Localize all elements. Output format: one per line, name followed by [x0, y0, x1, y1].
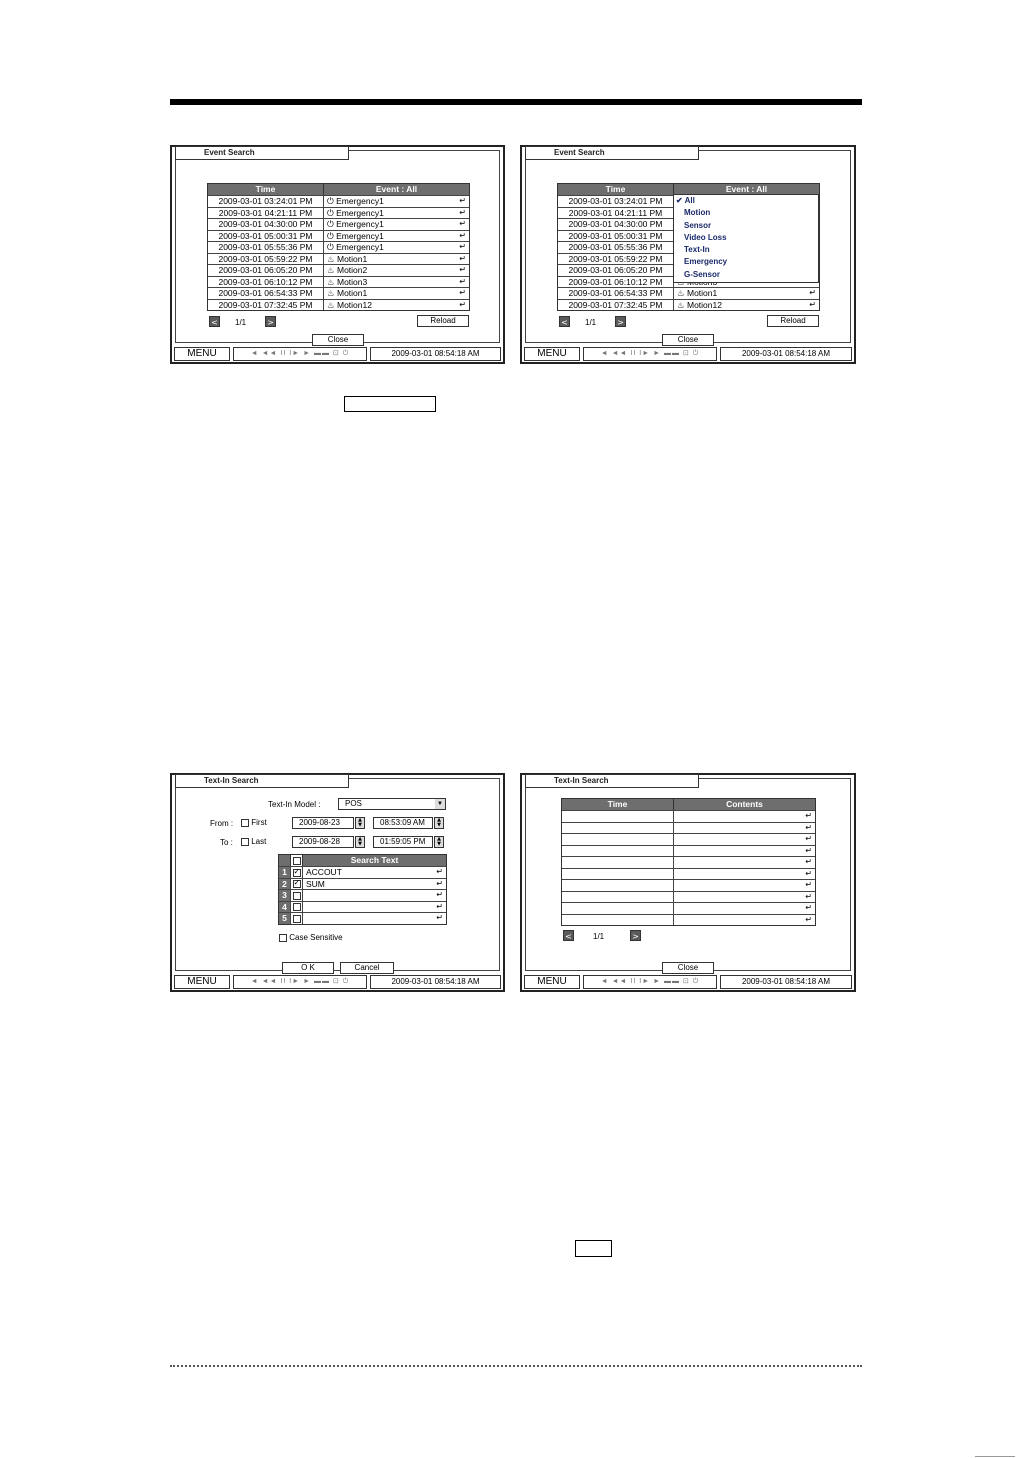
row-contents: [674, 857, 815, 868]
number-column-header: [279, 855, 291, 866]
row-number: 4: [279, 902, 291, 913]
row-event-name: Motion1: [337, 253, 368, 264]
dropdown-option[interactable]: [674, 244, 818, 256]
to-label: To :: [220, 838, 233, 847]
table-row[interactable]: [208, 230, 469, 242]
textin-search-screen-1: [170, 773, 505, 992]
row-time: [562, 903, 674, 914]
dropdown-option-label: Sensor: [684, 220, 712, 230]
enter-icon[interactable]: ↵: [805, 811, 812, 820]
search-text-value: SUM: [306, 878, 325, 889]
window-title: Event Search: [525, 146, 699, 160]
row-time: 2009-03-01 06:10:12 PM: [558, 277, 674, 288]
event-column-header[interactable]: Event : All: [375, 184, 418, 194]
select-all-cell[interactable]: [291, 855, 303, 866]
row-time: 2009-03-01 07:32:45 PM: [208, 300, 324, 311]
event-search-screen-1: [170, 145, 505, 364]
status-bar: [174, 347, 501, 361]
row-time: 2009-03-01 07:32:45 PM: [558, 300, 674, 311]
time-column-header: Time: [208, 184, 324, 195]
next-page-button[interactable]: >: [615, 316, 626, 327]
dropdown-option[interactable]: [674, 195, 818, 207]
enter-icon[interactable]: ↵: [809, 299, 816, 309]
emergency-icon: ⏻: [327, 242, 334, 252]
row-time: 2009-03-01 04:21:11 PM: [558, 208, 674, 219]
table-row[interactable]: [208, 287, 469, 299]
table-row[interactable]: [558, 287, 819, 299]
enter-icon[interactable]: ↵: [436, 901, 443, 911]
enter-icon[interactable]: ↵: [805, 834, 812, 843]
textin-search-screen-2: [520, 773, 856, 992]
enter-icon[interactable]: ↵: [459, 219, 466, 228]
row-contents: [674, 823, 815, 834]
emergency-icon: ⏻: [327, 196, 334, 206]
page-indicator: 1/1: [585, 318, 597, 327]
close-button[interactable]: Close: [662, 334, 714, 346]
enter-icon[interactable]: ↵: [805, 880, 812, 889]
dropdown-option[interactable]: [674, 269, 818, 281]
row-event: [324, 288, 469, 299]
row-time: [562, 846, 674, 857]
row-time: 2009-03-01 06:05:20 PM: [208, 265, 324, 276]
contents-column-header: Contents: [726, 799, 763, 809]
row-event-name: Motion2: [337, 265, 368, 275]
event-search-screen-2: [520, 145, 856, 364]
chevron-down-icon: ▼: [435, 799, 445, 809]
row-contents: [674, 880, 815, 891]
select-all-checkbox[interactable]: [293, 857, 301, 865]
row-time: 2009-03-01 05:55:36 PM: [208, 242, 324, 253]
search-text-row[interactable]: [279, 889, 446, 901]
dropdown-option[interactable]: [674, 220, 818, 232]
search-text-cell[interactable]: [303, 913, 446, 924]
dropdown-option[interactable]: [674, 207, 818, 219]
playback-controls[interactable]: ◄ ◄◄ II I► ► ▬▬ ⊡ ⏻: [583, 975, 717, 989]
emergency-icon: ⏻: [327, 230, 334, 241]
case-sensitive-label: Case Sensitive: [289, 933, 343, 942]
enter-icon[interactable]: ↵: [805, 903, 812, 912]
window-title: Event Search: [175, 146, 349, 160]
row-number: 2: [279, 879, 291, 890]
last-option[interactable]: [241, 837, 266, 846]
row-time: [562, 857, 674, 868]
motion-icon: ♨: [677, 299, 685, 310]
window-title: Text-In Search: [525, 774, 699, 788]
search-text-table: [278, 854, 447, 925]
row-time: [562, 834, 674, 845]
dropdown-option-label: Emergency: [684, 257, 728, 267]
row-event: [324, 254, 469, 265]
cancel-button[interactable]: Cancel: [340, 962, 394, 974]
playback-controls[interactable]: ◄ ◄◄ II I► ► ▬▬ ⊡ ⏻: [233, 347, 367, 361]
row-contents: [674, 834, 815, 845]
table-row[interactable]: [562, 868, 815, 880]
table-row[interactable]: [208, 299, 469, 311]
table-row[interactable]: [562, 902, 815, 914]
search-text-cell[interactable]: [303, 879, 446, 890]
status-datetime: 2009-03-01 08:54:18 AM: [370, 347, 501, 361]
bottom-rule: [170, 1365, 862, 1367]
row-time: [562, 880, 674, 891]
row-time: 2009-03-01 04:21:11 PM: [208, 208, 324, 219]
search-text-column-header: Search Text: [350, 855, 399, 865]
table-row[interactable]: [562, 833, 815, 845]
enter-icon[interactable]: ↵: [436, 913, 443, 922]
row-checkbox[interactable]: [293, 880, 301, 888]
enter-icon[interactable]: ↵: [459, 230, 466, 240]
row-time: 2009-03-01 05:55:36 PM: [558, 242, 674, 253]
enter-icon[interactable]: ↵: [436, 878, 443, 888]
row-event: [324, 219, 469, 230]
prev-page-button[interactable]: <: [563, 930, 574, 941]
row-event: [324, 208, 469, 219]
enter-icon[interactable]: ↵: [459, 299, 466, 309]
row-time: [562, 915, 674, 926]
row-time: 2009-03-01 05:00:31 PM: [208, 231, 324, 242]
enter-icon[interactable]: ↵: [459, 207, 466, 217]
enter-icon[interactable]: ↵: [805, 914, 812, 924]
reload-button[interactable]: Reload: [417, 315, 469, 327]
first-checkbox[interactable]: [241, 819, 249, 827]
to-time-spinner[interactable]: ▲ ▼: [434, 836, 444, 848]
row-number: 5: [279, 913, 291, 924]
table-row[interactable]: [208, 264, 469, 276]
time-column-header: Time: [562, 799, 674, 810]
status-bar: [524, 975, 852, 989]
textin-model-value: POS: [345, 799, 362, 808]
dropdown-option[interactable]: [674, 232, 818, 244]
dropdown-option-label: Text-In: [684, 245, 710, 255]
status-bar: [524, 347, 852, 361]
row-checkbox[interactable]: [293, 869, 301, 877]
from-date-field[interactable]: 2009-08-23: [292, 817, 354, 829]
table-header: [562, 799, 815, 810]
event-column-header[interactable]: Event : All: [725, 184, 768, 194]
row-time: [562, 811, 674, 822]
next-page-button[interactable]: >: [265, 316, 276, 327]
page-indicator: 1/1: [235, 318, 247, 327]
event-filter-dropdown[interactable]: [673, 194, 819, 283]
enter-icon[interactable]: ↵: [436, 890, 443, 899]
emergency-icon: ⏻: [327, 207, 334, 218]
enter-icon[interactable]: ↵: [459, 276, 466, 286]
row-time: 2009-03-01 05:59:22 PM: [558, 254, 674, 265]
first-option[interactable]: [241, 818, 267, 827]
dropdown-option-label: Motion: [684, 208, 711, 218]
enter-icon[interactable]: ↵: [809, 288, 816, 297]
row-checkbox-cell[interactable]: [291, 913, 303, 924]
dropdown-option[interactable]: [674, 256, 818, 268]
table-row[interactable]: [562, 879, 815, 891]
next-page-button[interactable]: >: [630, 930, 641, 941]
row-event-name: Emergency1: [336, 230, 384, 241]
dropdown-option-label: All: [684, 196, 695, 205]
row-time: 2009-03-01 03:24:01 PM: [558, 196, 674, 207]
motion-icon: ♨: [327, 253, 335, 264]
row-event-name: Motion12: [687, 299, 722, 310]
table-row[interactable]: [562, 891, 815, 903]
row-number: 1: [279, 867, 291, 878]
motion-icon: ♨: [327, 288, 335, 298]
last-checkbox[interactable]: [241, 838, 249, 846]
menu-button[interactable]: MENU: [174, 347, 230, 361]
row-event: [324, 265, 469, 276]
enter-icon[interactable]: ↵: [805, 845, 812, 855]
event-table: [207, 183, 470, 311]
table-row[interactable]: [208, 207, 469, 219]
table-row[interactable]: [208, 276, 469, 288]
window-title: Text-In Search: [175, 774, 349, 788]
table-row[interactable]: [208, 218, 469, 230]
enter-icon[interactable]: ↵: [459, 253, 466, 263]
row-event-name: Motion1: [337, 288, 368, 298]
enter-icon[interactable]: ↵: [459, 242, 466, 251]
table-header: [279, 855, 446, 866]
playback-controls[interactable]: ◄ ◄◄ II I► ► ▬▬ ⊡ ⏻: [583, 347, 717, 361]
row-time: 2009-03-01 06:10:12 PM: [208, 277, 324, 288]
table-row[interactable]: [208, 253, 469, 265]
close-button[interactable]: Close: [662, 962, 714, 974]
status-datetime: 2009-03-01 08:54:18 AM: [370, 975, 501, 989]
case-sensitive-option[interactable]: [279, 933, 343, 942]
search-text-row[interactable]: [279, 866, 446, 878]
row-time: 2009-03-01 04:30:00 PM: [558, 219, 674, 230]
time-column-header: Time: [558, 184, 674, 195]
enter-icon[interactable]: ↵: [436, 867, 443, 876]
row-time: 2009-03-01 03:24:01 PM: [208, 196, 324, 207]
row-event: [674, 288, 819, 299]
search-text-cell[interactable]: [303, 902, 446, 913]
motion-icon: ♨: [677, 288, 685, 298]
row-checkbox-cell[interactable]: [291, 902, 303, 913]
enter-icon[interactable]: ↵: [805, 822, 812, 832]
row-time: 2009-03-01 06:05:20 PM: [558, 265, 674, 276]
to-date-spinner[interactable]: ▲ ▼: [355, 836, 365, 848]
enter-icon[interactable]: ↵: [459, 196, 466, 205]
row-event-name: Motion3: [337, 276, 368, 287]
case-sensitive-checkbox[interactable]: [279, 934, 287, 942]
status-datetime: 2009-03-01 08:54:18 AM: [720, 347, 852, 361]
row-event: [324, 196, 469, 207]
from-time-field[interactable]: 08:53:09 AM: [373, 817, 433, 829]
prev-page-button[interactable]: <: [209, 316, 220, 327]
table-row[interactable]: [562, 845, 815, 857]
motion-icon: ♨: [327, 276, 335, 287]
table-row[interactable]: [208, 241, 469, 253]
search-text-row[interactable]: [279, 912, 446, 924]
textin-results-table: [561, 798, 816, 926]
enter-icon[interactable]: ↵: [805, 868, 812, 878]
status-datetime: 2009-03-01 08:54:18 AM: [720, 975, 852, 989]
row-time: 2009-03-01 05:00:31 PM: [558, 231, 674, 242]
table-row[interactable]: [208, 195, 469, 207]
table-row[interactable]: [562, 856, 815, 868]
table-row[interactable]: [558, 299, 819, 311]
menu-button[interactable]: MENU: [174, 975, 230, 989]
menu-button[interactable]: MENU: [524, 347, 580, 361]
row-contents: [674, 869, 815, 880]
row-time: [562, 823, 674, 834]
row-number: 3: [279, 890, 291, 901]
row-time: 2009-03-01 04:30:00 PM: [208, 219, 324, 230]
dropdown-option-label: Video Loss: [684, 232, 727, 242]
playback-controls[interactable]: ◄ ◄◄ II I► ► ▬▬ ⊡ ⏻: [233, 975, 367, 989]
reference-box-blank-small: [575, 1240, 612, 1257]
row-contents: [674, 811, 815, 822]
reference-box-blank: [344, 396, 436, 412]
enter-icon[interactable]: ↵: [805, 891, 812, 901]
row-contents: [674, 846, 815, 857]
textin-model-label: Text-In Model :: [268, 800, 321, 809]
row-checkbox-cell[interactable]: [291, 890, 303, 901]
motion-icon: ♨: [327, 265, 335, 275]
table-row[interactable]: [562, 810, 815, 822]
first-label: First: [251, 818, 267, 827]
row-event-name: Emergency1: [336, 219, 384, 229]
row-contents: [674, 903, 815, 914]
to-time-field[interactable]: 01:59:05 PM: [373, 836, 433, 848]
ok-button[interactable]: O K: [282, 962, 334, 974]
search-text-row[interactable]: [279, 878, 446, 890]
to-date-field[interactable]: 2009-08-28: [292, 836, 354, 848]
table-row[interactable]: [562, 914, 815, 926]
row-event: [324, 242, 469, 253]
row-time: [562, 892, 674, 903]
reload-button[interactable]: Reload: [767, 315, 819, 327]
row-event-name: Emergency1: [336, 242, 384, 252]
row-event: [324, 231, 469, 242]
last-label: Last: [251, 837, 267, 846]
dropdown-option-label: G-Sensor: [684, 269, 721, 279]
row-event-name: Motion12: [337, 299, 372, 310]
row-contents: [674, 892, 815, 903]
corner-rule: [975, 1456, 1015, 1457]
top-rule: [170, 99, 862, 105]
table-header: [208, 184, 469, 195]
row-checkbox[interactable]: [293, 915, 301, 923]
row-event-name: Emergency1: [336, 196, 384, 206]
row-event-name: Emergency1: [336, 207, 384, 218]
row-event: [324, 277, 469, 288]
row-time: 2009-03-01 05:59:22 PM: [208, 254, 324, 265]
search-text-cell[interactable]: [303, 867, 446, 878]
row-time: 2009-03-01 06:54:33 PM: [208, 288, 324, 299]
textin-model-select[interactable]: [338, 798, 446, 810]
row-time: 2009-03-01 06:54:33 PM: [558, 288, 674, 299]
enter-icon[interactable]: ↵: [805, 857, 812, 866]
row-time: [562, 869, 674, 880]
status-bar: [174, 975, 501, 989]
enter-icon[interactable]: ↵: [459, 288, 466, 297]
prev-page-button[interactable]: <: [559, 316, 570, 327]
row-checkbox-cell[interactable]: [291, 867, 303, 878]
row-contents: [674, 915, 815, 926]
from-date-spinner[interactable]: ▲ ▼: [355, 817, 365, 829]
search-text-value: ACCOUT: [306, 867, 342, 877]
row-event: [674, 300, 819, 311]
table-row[interactable]: [562, 822, 815, 834]
search-text-row[interactable]: [279, 901, 446, 913]
from-time-spinner[interactable]: ▲ ▼: [434, 817, 444, 829]
motion-icon: ♨: [327, 299, 335, 310]
enter-icon[interactable]: ↵: [459, 265, 466, 274]
emergency-icon: ⏻: [327, 219, 334, 229]
row-checkbox[interactable]: [293, 903, 301, 911]
row-event-name: Motion1: [687, 288, 718, 298]
row-checkbox-cell[interactable]: [291, 879, 303, 890]
menu-button[interactable]: MENU: [524, 975, 580, 989]
row-checkbox[interactable]: [293, 892, 301, 900]
from-label: From :: [210, 819, 234, 828]
row-event: [324, 300, 469, 311]
checkmark-icon: ✔: [676, 196, 683, 205]
close-button[interactable]: Close: [312, 334, 364, 346]
search-text-cell[interactable]: [303, 890, 446, 901]
page-indicator: 1/1: [593, 932, 605, 941]
